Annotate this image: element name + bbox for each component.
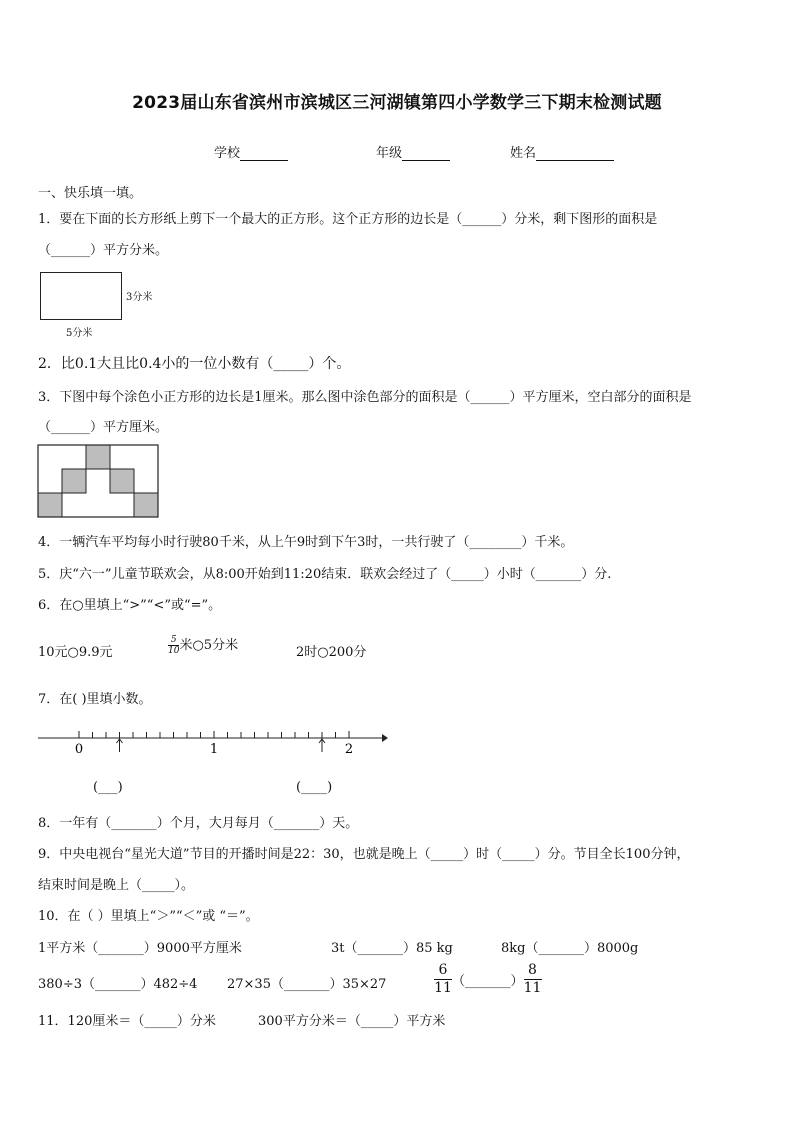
question-9-line1: 9．中央电视台“星光大道”节目的开播时间是22：30，也就是晚上（_____）时（_____）分。节目全长100分钟， [38, 847, 690, 862]
question-2: 2．比0.1大且比0.4小的一位小数有（_____）个。 [38, 356, 351, 372]
grade-label: 年级 [376, 146, 403, 161]
question-10-r2c3 [434, 962, 542, 997]
name-blank[interactable] [536, 146, 614, 161]
question-6-item2-text: 米○5分米 [179, 638, 239, 653]
shaded-grid-figure [37, 444, 161, 520]
question-3-line1: 3．下图中每个涂色小正方形的边长是1厘米。那么图中涂色部分的面积是（______）平方厘米，空白部分的面积是 [38, 390, 692, 405]
question-10-r1c3: 8kg（_______）8000g [501, 941, 639, 956]
question-6-item3: 2时○200分 [296, 645, 367, 660]
shaded-cell [62, 469, 86, 493]
grade-blank[interactable] [402, 146, 450, 161]
fraction-right [524, 962, 542, 997]
grade-field[interactable] [376, 142, 450, 161]
question-10-r1c1: 1平方米（_______）9000平方厘米 [38, 941, 242, 956]
fraction-numerator: 8 [528, 962, 537, 978]
fraction-denominator: 10 [168, 646, 180, 656]
name-label: 姓名 [510, 146, 537, 161]
question-10-r1c2: 3t（_______）85 kg [331, 941, 453, 956]
question-7-blank1[interactable]: (___) [93, 780, 123, 795]
question-5: 5．庆“六一”儿童节联欢会，从8:00开始到11:20结束．联欢会经过了（_____）小时（_______）分. [38, 567, 612, 582]
question-1-line2: （______）平方分米。 [38, 243, 169, 258]
rectangle-side-label: 3分米 [126, 292, 153, 303]
shaded-cell [38, 493, 62, 517]
tick-label: 0 [74, 742, 84, 757]
shaded-cell [86, 445, 110, 469]
school-label: 学校 [214, 146, 241, 161]
shaded-cell [134, 493, 158, 517]
school-blank[interactable] [240, 146, 288, 161]
fraction [168, 635, 179, 656]
fraction-denominator: 11 [434, 980, 452, 996]
question-6-item2 [168, 634, 238, 656]
question-3-line2: （______）平方厘米。 [38, 420, 169, 435]
question-11-part2: 300平方分米＝（_____）平方米 [258, 1014, 446, 1029]
rectangle-figure [40, 272, 122, 320]
question-7-stem: 7．在( )里填小数。 [38, 692, 152, 707]
question-10-r2c2: 27×35（_______）35×27 [227, 977, 387, 992]
question-8: 8．一年有（_______）个月，大月每月（_______）天。 [38, 816, 359, 831]
question-10-stem: 10．在（ ）里填上“＞”“＜”或 “＝”。 [38, 909, 259, 924]
name-field[interactable] [510, 142, 614, 161]
pointer-arrow-1 [117, 739, 123, 752]
question-10-r2c1: 380÷3（_______）482÷4 [38, 977, 198, 992]
fraction-numerator: 5 [170, 635, 177, 645]
fraction-denominator: 11 [523, 980, 542, 996]
tick-label: 2 [344, 742, 354, 757]
arrowhead [382, 734, 388, 742]
compare-blank[interactable]: （_______） [452, 974, 524, 989]
fraction-left [434, 962, 452, 997]
question-4: 4．一辆汽车平均每小时行驶80千米，从上午9时到下午3时，一共行驶了（________）千米。 [38, 535, 574, 550]
page-title: 2023届山东省滨州市滨城区三河湖镇第四小学数学三下期末检测试题 [132, 93, 662, 113]
school-field[interactable] [214, 142, 288, 161]
tick-label: 1 [209, 742, 219, 757]
question-6-item1: 10元○9.9元 [38, 645, 113, 660]
rectangle-bottom-label: 5分米 [66, 328, 93, 339]
question-1-line1: 1．要在下面的长方形纸上剪下一个最大的正方形。这个正方形的边长是（______）分米，剩下图形的面积是 [38, 212, 658, 227]
question-6-stem: 6．在○里填上“>”“<”或“=”。 [38, 598, 222, 613]
pointer-arrow-2 [319, 739, 325, 752]
shaded-cell [110, 469, 134, 493]
question-9-line2: 结束时间是晚上（_____）。 [38, 878, 195, 893]
number-line [36, 726, 390, 760]
question-7-blank2[interactable]: (____) [296, 780, 333, 795]
fraction-numerator: 6 [438, 962, 448, 978]
section-heading: 一、快乐填一填。 [38, 186, 143, 201]
question-11-part1: 11．120厘米＝（_____）分米 [38, 1014, 216, 1029]
